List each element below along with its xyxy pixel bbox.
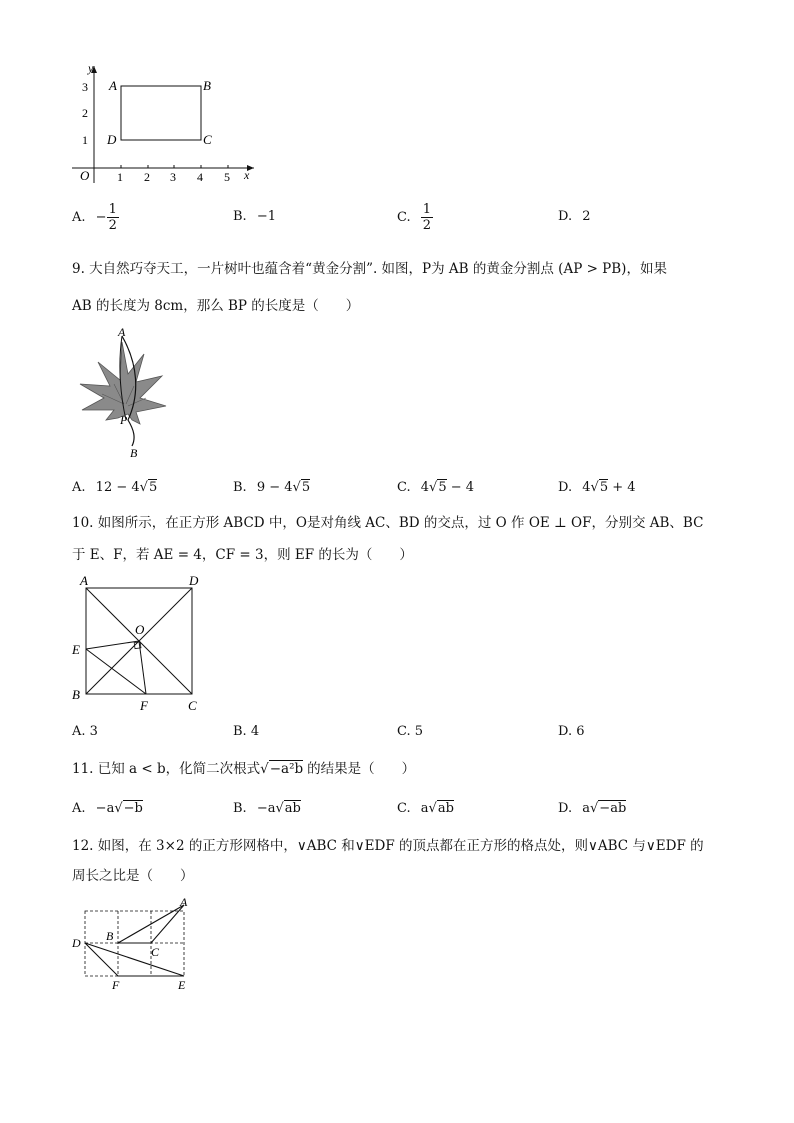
q11-stem: 11. 已知 a < b，化简二次根式√−a²b 的结果是（ ） — [72, 761, 416, 777]
point-d-label: D — [189, 573, 199, 588]
rectangle-abcd — [121, 86, 201, 140]
q8-coordinate-graph — [68, 58, 268, 188]
triangle-edf — [85, 943, 184, 976]
segment-ef — [86, 649, 146, 694]
q8-option-a[interactable]: A. − $\frac{1}{2}$ — [72, 202, 117, 233]
x-tick: 5 — [224, 170, 230, 184]
y-tick: 3 — [82, 80, 88, 94]
q9-stem-line2: AB 的长度为 8cm，那么 BP 的长度是（ ） — [72, 298, 360, 314]
segment-of — [139, 641, 146, 694]
point-o-label: O — [135, 622, 145, 637]
point-c-label: C — [188, 698, 197, 713]
q10-stem-line2: 于 E、F，若 AE = 4，CF = 3，则 EF 的长为（ ） — [72, 547, 413, 563]
x-tick: 2 — [144, 170, 150, 184]
fraction: $\frac{1}{2}$ — [108, 202, 117, 233]
x-tick: 4 — [197, 170, 203, 184]
q9-option-c[interactable]: C. 4√5 − 4 — [397, 480, 475, 495]
point-c-label: C — [151, 945, 160, 959]
point-p-label: P — [120, 413, 128, 427]
q9-leaf-figure — [74, 324, 174, 459]
q10-option-b[interactable]: B. 4 — [233, 724, 260, 739]
point-b-label: B — [203, 78, 211, 93]
q11-option-a[interactable]: A. −a√−b — [72, 801, 143, 816]
q9-option-b[interactable]: B. 9 − 4√5 — [233, 480, 311, 495]
y-axis-label: y — [88, 61, 94, 75]
point-e-label: E — [178, 978, 186, 992]
point-c-label: C — [203, 132, 212, 147]
q8-option-b[interactable]: B. −1 — [233, 209, 276, 224]
origin-label: O — [80, 168, 90, 183]
point-b-label: B — [106, 929, 114, 943]
q10-square-figure — [68, 570, 208, 715]
q10-option-d[interactable]: D. 6 — [558, 724, 585, 739]
point-e-label: E — [72, 642, 80, 657]
point-f-label: F — [140, 698, 148, 713]
q8-option-c[interactable]: C. $\frac{1}{2}$ — [397, 202, 432, 233]
point-b-label: B — [72, 687, 80, 702]
point-d-label: D — [72, 936, 81, 950]
x-tick: 3 — [170, 170, 176, 184]
q9-option-a[interactable]: A. 12 − 4√5 — [72, 480, 158, 495]
q11-option-b[interactable]: B. −a√ab — [233, 801, 301, 816]
q8-option-d[interactable]: D. 2 — [558, 209, 591, 224]
point-a-label: A — [180, 895, 188, 909]
fraction: $\frac{1}{2}$ — [422, 202, 432, 233]
point-b-label: B — [130, 446, 138, 459]
q12-stem-line2: 周长之比是（ ） — [72, 868, 194, 884]
q10-option-a[interactable]: A. 3 — [72, 724, 98, 739]
q11-option-d[interactable]: D. a√−ab — [558, 801, 627, 816]
point-a-label: A — [109, 78, 117, 93]
segment-oe — [86, 641, 139, 649]
point-f-label: F — [112, 978, 120, 992]
point-a-label: A — [118, 325, 126, 339]
y-tick: 2 — [82, 106, 88, 120]
point-d-label: D — [107, 132, 117, 147]
q11-option-c[interactable]: C. a√ab — [397, 801, 454, 816]
q10-stem-line1: 10. 如图所示，在正方形 ABCD 中，O是对角线 AC、BD 的交点，过 O 作 OE ⊥ OF，分别交 AB、BC — [72, 515, 704, 531]
y-tick: 1 — [82, 133, 88, 147]
leaf-shape — [80, 342, 166, 424]
q9-option-d[interactable]: D. 4√5 + 4 — [558, 480, 636, 495]
q12-grid-figure — [70, 895, 200, 995]
x-tick: 1 — [117, 170, 123, 184]
q12-stem-line1: 12. 如图，在 3×2 的正方形网格中，∨ABC 和∨EDF 的顶点都在正方形的格点处，则∨ABC 与∨EDF 的 — [72, 838, 704, 854]
x-axis-label: x — [244, 168, 250, 182]
q9-stem-line1: 9. 大自然巧夺天工，一片树叶也蕴含着“黄金分割”. 如图，P为 AB 的黄金分割点 (AP > PB)，如果 — [72, 261, 667, 277]
point-a-label: A — [80, 573, 88, 588]
q10-option-c[interactable]: C. 5 — [397, 724, 424, 739]
